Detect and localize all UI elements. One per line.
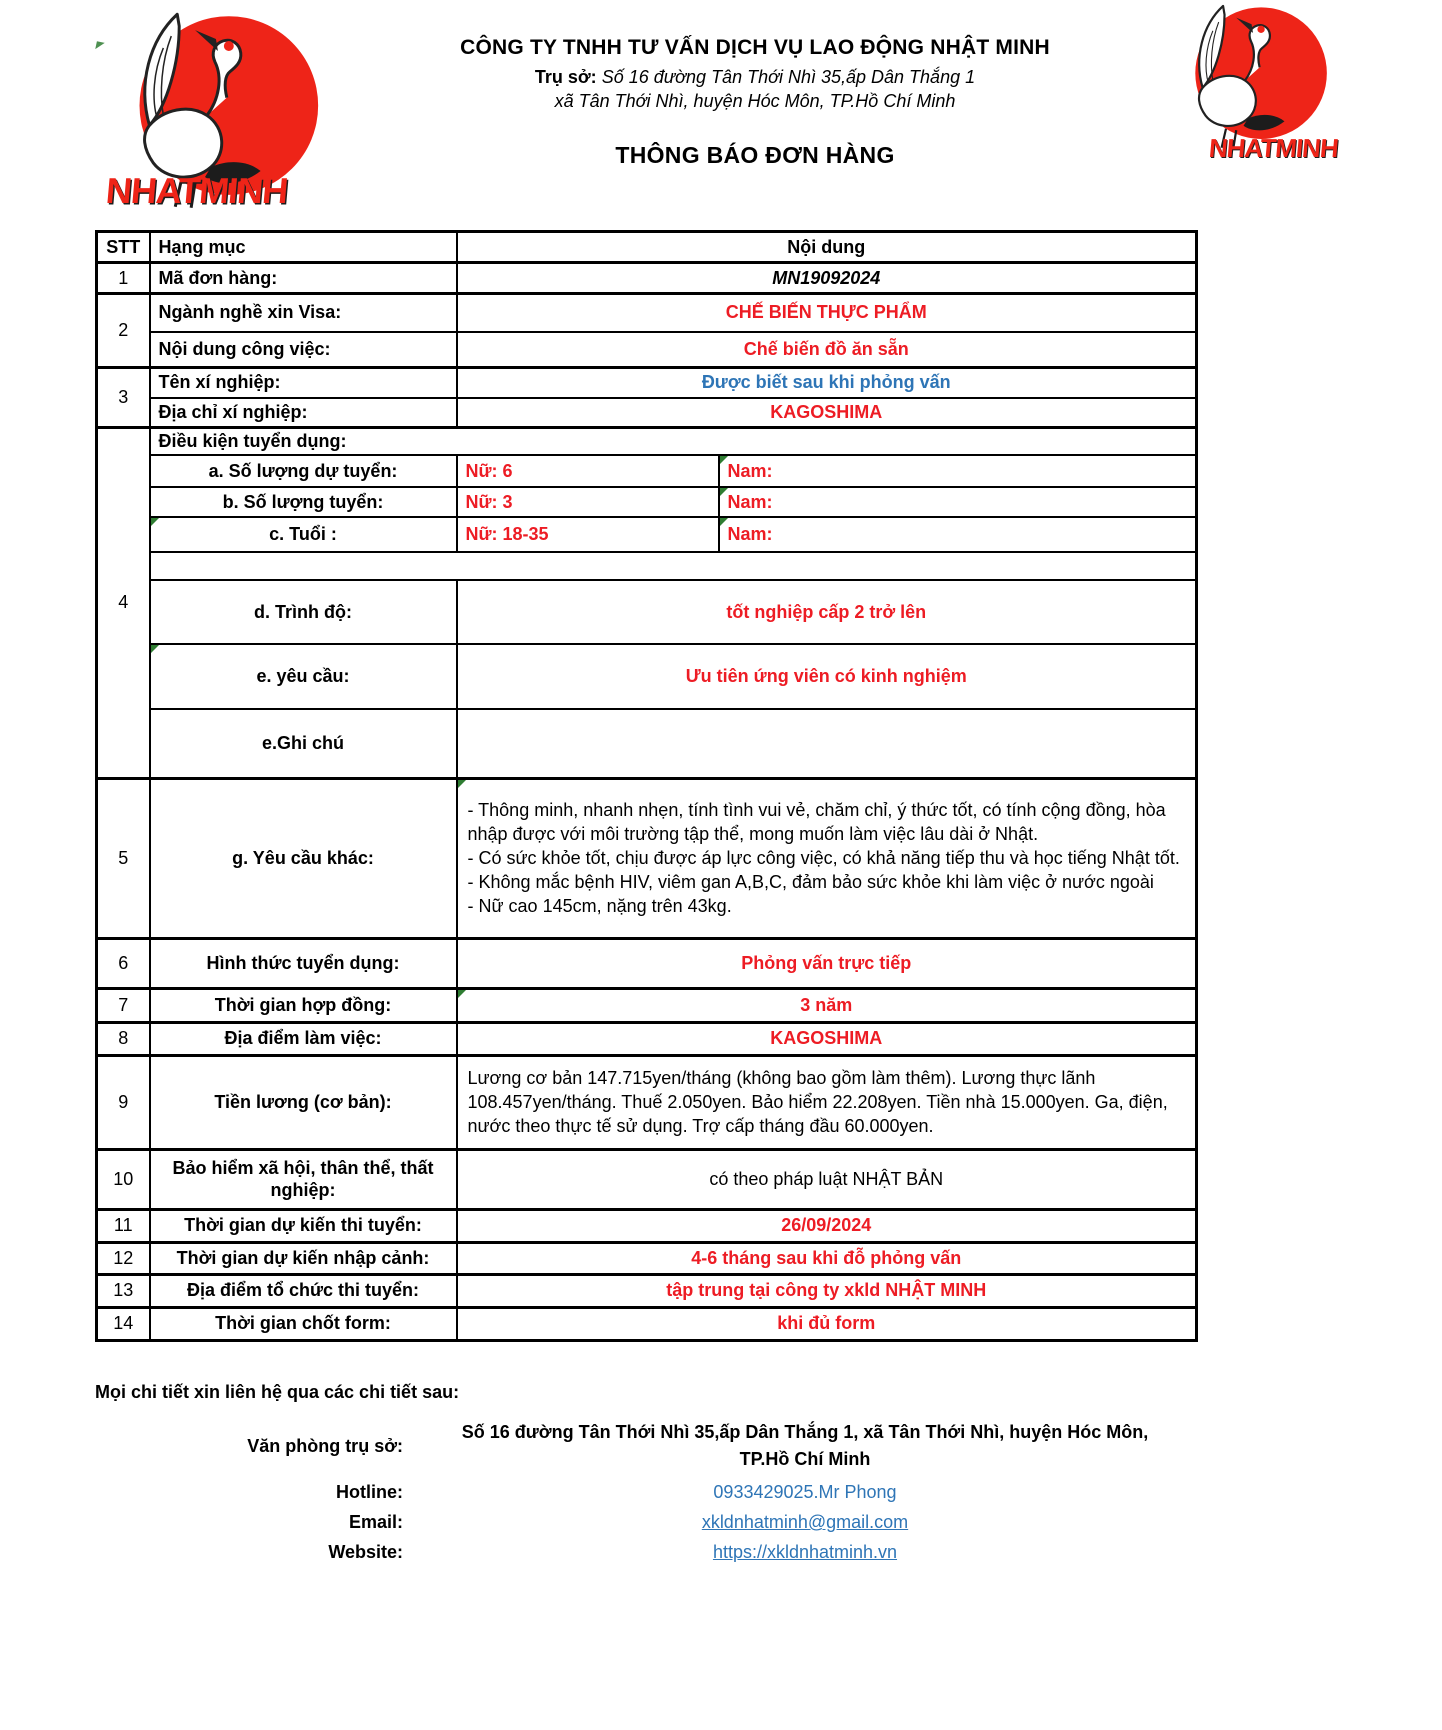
- r14-no: 14: [97, 1307, 150, 1340]
- r4c-male: Nam:: [719, 517, 1197, 552]
- r3b-label: Địa chỉ xí nghiệp:: [150, 398, 457, 428]
- website-label: Website:: [328, 1542, 403, 1562]
- document-header: [95, 36, 1415, 169]
- r13-label: Địa điểm tổ chức thi tuyển:: [150, 1274, 457, 1307]
- website-link[interactable]: https://xkldnhatminh.vn: [712, 1542, 898, 1562]
- r4f-value: [457, 709, 1197, 778]
- r6-value: Phỏng vấn trực tiếp: [457, 938, 1197, 988]
- r12-value: 4-6 tháng sau khi đỗ phỏng vấn: [457, 1242, 1197, 1274]
- r4b-female: Nữ: 3: [457, 487, 719, 517]
- r4c-label: c. Tuổi :: [150, 517, 457, 552]
- contact-intro: Mọi chi tiết xin liên hệ qua các chi tiết sau:: [95, 1382, 460, 1402]
- r3b-value: KAGOSHIMA: [457, 398, 1197, 428]
- r5-line: - Nữ cao 145cm, nặng trên 43kg.: [467, 896, 732, 917]
- cell-flag-icon: [458, 780, 466, 788]
- r4b-label: b. Số lượng tuyển:: [150, 487, 457, 517]
- r4a-label: a. Số lượng dự tuyển:: [150, 455, 457, 487]
- r12-no: 12: [97, 1242, 150, 1274]
- hotline-row: [95, 1482, 1195, 1503]
- page-title: THÔNG BÁO ĐƠN HÀNG: [615, 142, 895, 168]
- r4-empty-row: [150, 552, 1197, 580]
- email-link[interactable]: xkldnhatminh@gmail.com: [701, 1512, 909, 1532]
- website-row: [95, 1542, 1195, 1563]
- r1-no: 1: [97, 263, 150, 294]
- r2a-value: CHẾ BIẾN THỰC PHẨM: [457, 294, 1197, 332]
- r2a-label: Ngành nghề xin Visa:: [150, 294, 457, 332]
- r3a-value: Được biết sau khi phỏng vấn: [457, 368, 1197, 398]
- r12-label: Thời gian dự kiến nhập cảnh:: [150, 1242, 457, 1274]
- logo-wordmark: NHATMINH: [1208, 133, 1340, 163]
- r6-label: Hình thức tuyển dụng:: [150, 938, 457, 988]
- cell-flag-icon: [151, 645, 159, 653]
- r4a-male: Nam:: [719, 455, 1197, 487]
- r7-no: 7: [97, 988, 150, 1022]
- hotline-value: 0933429025.Mr Phong: [713, 1482, 897, 1502]
- r4b-male: Nam:: [719, 487, 1197, 517]
- email-label: Email:: [348, 1512, 403, 1532]
- office-label: Văn phòng trụ sở:: [247, 1435, 403, 1456]
- r9-no: 9: [97, 1055, 150, 1149]
- r2b-label: Nội dung công việc:: [150, 332, 457, 368]
- r2-no: 2: [97, 294, 150, 368]
- office-row: [95, 1419, 1195, 1473]
- logo-wordmark: NHATMINH: [104, 170, 290, 211]
- hq-label: Trụ sở:: [534, 67, 597, 87]
- cell-flag-icon: [720, 488, 728, 496]
- r10-no: 10: [97, 1149, 150, 1209]
- col-header-stt: STT: [97, 232, 150, 263]
- r7-label: Thời gian hợp đồng:: [150, 988, 457, 1022]
- r11-value: 26/09/2024: [457, 1209, 1197, 1242]
- cell-flag-icon: [720, 518, 728, 526]
- r4c-female: Nữ: 18-35: [457, 517, 719, 552]
- r2b-value: Chế biến đồ ăn sẵn: [457, 332, 1197, 368]
- r4-header: Điều kiện tuyển dụng:: [150, 428, 1197, 456]
- contact-footer: [95, 1382, 1195, 1572]
- r5-no: 5: [97, 778, 150, 938]
- r8-label: Địa điểm làm việc:: [150, 1022, 457, 1055]
- company-name: CÔNG TY TNHH TƯ VẤN DỊCH VỤ LAO ĐỘNG NHẬT MINH: [460, 36, 1050, 59]
- r6-no: 6: [97, 938, 150, 988]
- r1-value: MN19092024: [457, 263, 1197, 294]
- r4a-female: Nữ: 6: [457, 455, 719, 487]
- cell-flag-icon: [458, 990, 466, 998]
- r9-value: Lương cơ bản 147.715yen/tháng (không bao gồm làm thêm). Lương thực lãnh 108.457yen/tháng. Thuế 2.050yen. Bảo hiểm 22.208yen. Tiền nhà 15.000yen. Ga, điện, nước theo thực tế sử dụng. Trợ cấp tháng đầu 60.000yen.: [457, 1055, 1197, 1149]
- r9-label: Tiền lương (cơ bản):: [150, 1055, 457, 1149]
- r4d-label: d. Trình độ:: [150, 580, 457, 644]
- hq-address-line1: [95, 67, 1415, 88]
- r5-line: - Thông minh, nhanh nhẹn, tính tình vui vẻ, chăm chỉ, ý thức tốt, có tính cộng đồng, hòa nhập được với môi trường tập thể, mong muốn làm việc lâu dài ở Nhật.: [467, 799, 1166, 844]
- r8-no: 8: [97, 1022, 150, 1055]
- order-table-wrap: [95, 230, 1195, 1342]
- r3-no: 3: [97, 368, 150, 428]
- r5-label: g. Yêu cầu khác:: [150, 778, 457, 938]
- r7-value: 3 năm: [457, 988, 1197, 1022]
- email-row: [95, 1512, 1195, 1533]
- r5-line: - Không mắc bệnh HIV, viêm gan A,B,C, đảm bảo sức khỏe khi làm việc ở nước ngoài: [467, 872, 1154, 893]
- order-table: [95, 230, 1198, 1342]
- r5-line: - Có sức khỏe tốt, chịu được áp lực công việc, có khả năng tiếp thu và học tiếng Nhật tốt.: [467, 847, 1180, 868]
- r4d-value: tốt nghiệp cấp 2 trở lên: [457, 580, 1197, 644]
- cell-flag-icon: [720, 456, 728, 464]
- r8-value: KAGOSHIMA: [457, 1022, 1197, 1055]
- r11-no: 11: [97, 1209, 150, 1242]
- r4e-value: Ưu tiên ứng viên có kinh nghiệm: [457, 644, 1197, 709]
- r3a-label: Tên xí nghiệp:: [150, 368, 457, 398]
- r1-label: Mã đơn hàng:: [150, 263, 457, 294]
- r4e-label: e. yêu cầu:: [150, 644, 457, 709]
- r14-value: khi đủ form: [457, 1307, 1197, 1340]
- r13-no: 13: [97, 1274, 150, 1307]
- r10-label: Bảo hiểm xã hội, thân thể, thất nghiệp:: [150, 1149, 457, 1209]
- hq-value: Số 16 đường Tân Thới Nhì 35,ấp Dân Thắng 1: [601, 67, 976, 87]
- r13-value: tập trung tại công ty xkld NHẬT MINH: [457, 1274, 1197, 1307]
- cell-flag-icon: [151, 518, 159, 526]
- r5-value: [457, 778, 1197, 938]
- office-address: Số 16 đường Tân Thới Nhì 35,ấp Dân Thắng 1, xã Tân Thới Nhì, huyện Hóc Môn, TP.Hồ Chí Minh: [461, 1422, 1149, 1469]
- r4-no: 4: [97, 428, 150, 779]
- r4f-label: e.Ghi chú: [150, 709, 457, 778]
- col-header-item: Hạng mục: [150, 232, 457, 263]
- r10-value: có theo pháp luật NHẬT BẢN: [457, 1149, 1197, 1209]
- r11-label: Thời gian dự kiến thi tuyển:: [150, 1209, 457, 1242]
- hotline-label: Hotline:: [336, 1482, 403, 1502]
- hq-address-line2: xã Tân Thới Nhì, huyện Hóc Môn, TP.Hồ Chí Minh: [554, 91, 956, 111]
- col-header-content: Nội dung: [457, 232, 1197, 263]
- r14-label: Thời gian chốt form:: [150, 1307, 457, 1340]
